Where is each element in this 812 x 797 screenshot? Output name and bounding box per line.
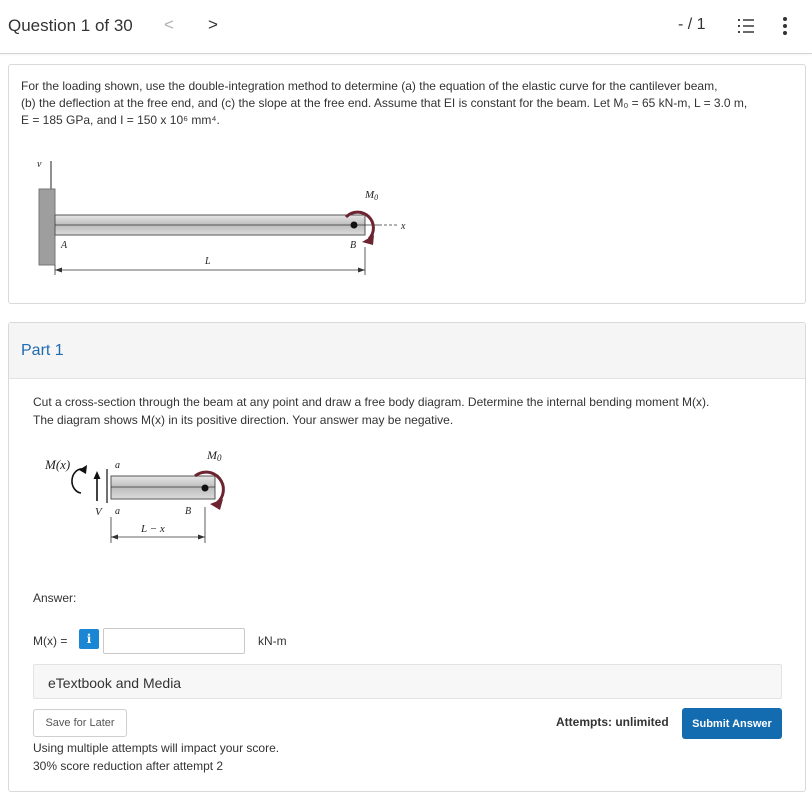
- unit-label: kN-m: [258, 634, 287, 648]
- problem-text-line-3: E = 185 GPa, and I = 150 x 10⁶ mm⁴.: [21, 113, 220, 127]
- v-arrowhead: [94, 471, 101, 479]
- part-1-title: Part 1: [21, 342, 64, 359]
- answer-label: Answer:: [33, 591, 77, 605]
- length-l-label: L: [205, 256, 211, 267]
- shear-v-label: V: [95, 506, 102, 518]
- m0-label: M0: [365, 189, 379, 202]
- point-a-label: A: [61, 240, 68, 251]
- problem-statement-panel: [8, 64, 806, 304]
- next-question-button[interactable]: >: [208, 15, 218, 34]
- etextbook-media-panel[interactable]: [33, 664, 782, 699]
- point-b-dot: [202, 485, 209, 492]
- part-1-instructions: [33, 393, 783, 429]
- more-vertical-icon[interactable]: [781, 16, 789, 36]
- problem-text-line-2: (b) the deflection at the free end, and (c) the slope at the free end. Assume that EI is constant for the beam. Let M₀ = 65 kN-m, L = 3.0 m,: [21, 96, 748, 110]
- point-b-label: B: [350, 240, 357, 251]
- moment-arrowhead: [362, 235, 374, 245]
- part-1-text-line-2: The diagram shows M(x) in its positive direction. Your answer may be negative.: [33, 413, 454, 427]
- part-1-header: [9, 323, 805, 379]
- length-l-minus-x-label: L − x: [141, 523, 165, 535]
- problem-text-line-1: For the loading shown, use the double-integration method to determine (a) the equation of the elastic curve for the cantilever beam,: [21, 79, 718, 93]
- problem-text: [21, 78, 796, 129]
- section-a-top-label: a: [115, 460, 120, 471]
- point-b-dot: [351, 222, 358, 229]
- cantilever-beam-diagram: [19, 151, 419, 281]
- attempts-note: Using multiple attempts will impact your score.: [33, 741, 280, 755]
- submit-answer-button[interactable]: Submit Answer: [682, 708, 782, 739]
- mx-curved-arrow: [72, 469, 83, 493]
- x-axis-label: x: [401, 221, 406, 232]
- beam-segment: [111, 476, 215, 499]
- section-a-bottom-label: a: [115, 506, 120, 517]
- question-header: [0, 0, 812, 54]
- save-for-later-button[interactable]: Save for Later: [33, 709, 127, 737]
- v-axis-label: v: [37, 159, 42, 170]
- fbd-m0-label: M0: [207, 448, 222, 463]
- mx-field-label: M(x) =: [33, 634, 68, 648]
- part-1-text-line-1: Cut a cross-section through the beam at any point and draw a free body diagram. Determine the internal bending moment M(x).: [33, 395, 710, 409]
- attempts-label: Attempts: unlimited: [556, 715, 669, 729]
- list-icon[interactable]: [737, 17, 755, 35]
- info-button[interactable]: i: [79, 629, 99, 649]
- fbd-point-b-label: B: [185, 506, 192, 517]
- etextbook-media-label: eTextbook and Media: [48, 675, 182, 691]
- mx-answer-input[interactable]: [103, 628, 245, 654]
- mx-diagram-label: M(x): [45, 457, 71, 472]
- fixed-wall: [39, 189, 55, 265]
- question-score: - / 1: [678, 16, 706, 33]
- previous-question-button[interactable]: <: [164, 15, 174, 34]
- part-1-panel: [8, 322, 806, 792]
- question-counter: Question 1 of 30: [8, 16, 133, 35]
- score-reduction-note: 30% score reduction after attempt 2: [33, 759, 224, 773]
- moment-m0-arrowhead: [210, 499, 223, 510]
- free-body-diagram: [35, 447, 255, 562]
